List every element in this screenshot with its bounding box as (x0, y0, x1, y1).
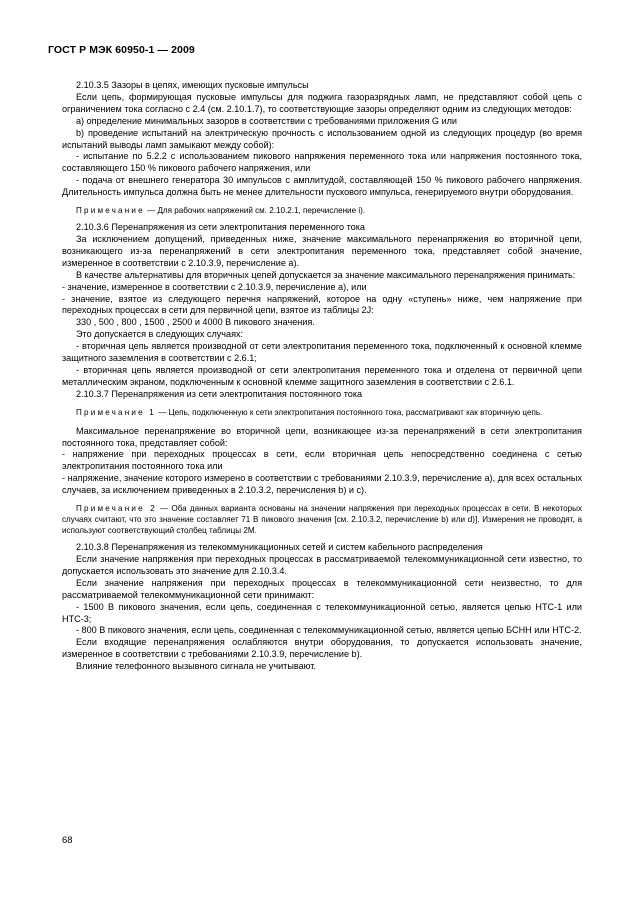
paragraph: Если входящие перенапряжения ослабляются внутри оборудования, то допускается использовать значение, измеренное в соответствии с требованиями 2.10.3.9, перечисление b). (62, 637, 582, 660)
note-label: Примечание 2 (76, 504, 157, 514)
note-text: — Для рабочих напряжений см. 2.10.2.1, перечисление i). (144, 206, 366, 216)
note (62, 205, 582, 216)
list-item-a: а) определение минимальных зазоров в соответствии с требованиями приложения G или (76, 115, 457, 126)
paragraph: Если цепь, формирующая пусковые импульсы для поджига газоразрядных ламп, не представляют собой цепь с ограничением тока согласно с 2.4 (см. 2.10.1.7), то соответствующие зазоры определяют одним из следующих методов: (62, 91, 582, 114)
section-title-2-10-3-7: 2.10.3.7 Перенапряжения из сети электропитания постоянного тока (76, 388, 363, 399)
paragraph: Если значение напряжения при переходных процессах в телекоммуникационной сети неизвестно, то для рассматриваемой телекоммуникационной сети принимают: (62, 577, 582, 600)
page-number: 68 (62, 835, 73, 846)
dash-item: - напряжение при переходных процессах в сети, если вторичная цепь непосредственно соединена с сетью электропитания постоянного тока или (62, 449, 582, 472)
section-title-2-10-3-5: 2.10.3.5 Зазоры в цепях, имеющих пусковые импульсы (76, 80, 309, 90)
dash-item: - значение, измеренное в соответствии с 2.10.3.9, перечисление а), или (62, 281, 367, 292)
dash-item: - напряжение, значение которого измерено в соответствии с требованиями 2.10.3.9, перечисление а), для всех остальных случаев, за исключением приведенных в 2.10.3.2, перечисления b) и c). (62, 473, 582, 496)
note-label: Примечание 1 (76, 407, 156, 417)
paragraph: Если значение напряжения при переходных процессах в рассматриваемой телекоммуникационной сети известно, то допускается использовать это значение для 2.10.3.4. (62, 554, 582, 576)
dash-item: - вторичная цепь является производной от сети электропитания переменного тока и отделена от первичной цепи металлическим экраном, подключенным к основной клемме защитного заземления в соответствии с 2.6.1. (62, 364, 582, 387)
paragraph: Максимальное перенапряжение во вторичной цепи, возникающее из-за перенапряжений в сети электропитания постоянного тока, представляет собой: (62, 425, 582, 448)
note (62, 503, 582, 536)
note (62, 407, 582, 418)
dash-item: - 1500 В пикового значения, если цепь, соединенная с телекоммуникационной сетью, является цепью НТС-1 или НТС-3; (62, 601, 582, 624)
document-body (62, 80, 582, 673)
voltage-values: 330 , 500 , 800 , 1500 , 2500 и 4000 В пикового значения. (76, 317, 315, 328)
paragraph: Влияние телефонного вызывного сигнала не учитывают. (76, 661, 316, 672)
document-header: ГОСТ Р МЭК 60950-1 — 2009 (48, 44, 195, 56)
list-item-b: b) проведение испытаний на электрическую прочность с использованием одной из следующих процедур (во время испытаний выводы ламп замыкают между собой): (62, 127, 582, 150)
dash-item: - значение, взятое из следующего перечня напряжений, которое на одну «ступень» ниже, чем напряжение при переходных процессах в сети для первичной цепи, взятое из таблицы 2J: (62, 293, 582, 316)
dash-item: - испытание по 5.2.2 с использованием пикового напряжения переменного тока или напряжения постоянного тока, составляющего 150 % пикового рабочего напряжения, или (62, 151, 582, 174)
dash-item: - вторичная цепь является производной от сети электропитания переменного тока, подключенный к основной клемме защитного заземления в соответствии с 2.6.1; (62, 341, 582, 364)
note-label: Примечание (76, 206, 145, 216)
dash-item: - 800 В пикового значения, если цепь, соединенная с телекоммуникационной сетью, является цепью БСНН или НТС-2. (76, 625, 582, 636)
paragraph: Это допускается в следующих случаях: (76, 329, 244, 340)
dash-item: - подача от внешнего генератора 30 импульсов с амплитудой, составляющей 150 % пикового рабочего напряжения. Длительность импульса должна быть не менее длительности пускового импульса, генерируемого внутри оборудования. (62, 175, 582, 198)
section-title-2-10-3-6: 2.10.3.6 Перенапряжения из сети электропитания переменного тока (76, 222, 365, 233)
note-text: — Оба данных варианта основаны на значении напряжения при переходных процессах в сети. В некоторых случаях считают, что это значение составляет 71 В пикового значения [см. 2.10.3.2, перечисление b) или d)]. Измерения не проводят, а используют соответствующий столбец таблицы 2М. (62, 504, 582, 536)
paragraph: В качестве альтернативы для вторичных цепей допускается за значение максимального перенапряжения принимать: (76, 269, 576, 280)
section-title-2-10-3-8: 2.10.3.8 Перенапряжения из телекоммуникационных сетей и систем кабельного распределения (76, 542, 483, 553)
note-text: — Цепь, подключенную к сети электропитания постоянного тока, рассматривают как вторичную цепь. (156, 407, 543, 417)
paragraph: За исключением допущений, приведенных ниже, значение максимального перенапряжения во вторичной цепи, возникающего из-за перенапряжений в сети электропитания переменного тока, представляет собой значение, измеренное в соответствии с 2.10.3.9, перечисление а). (62, 233, 582, 268)
